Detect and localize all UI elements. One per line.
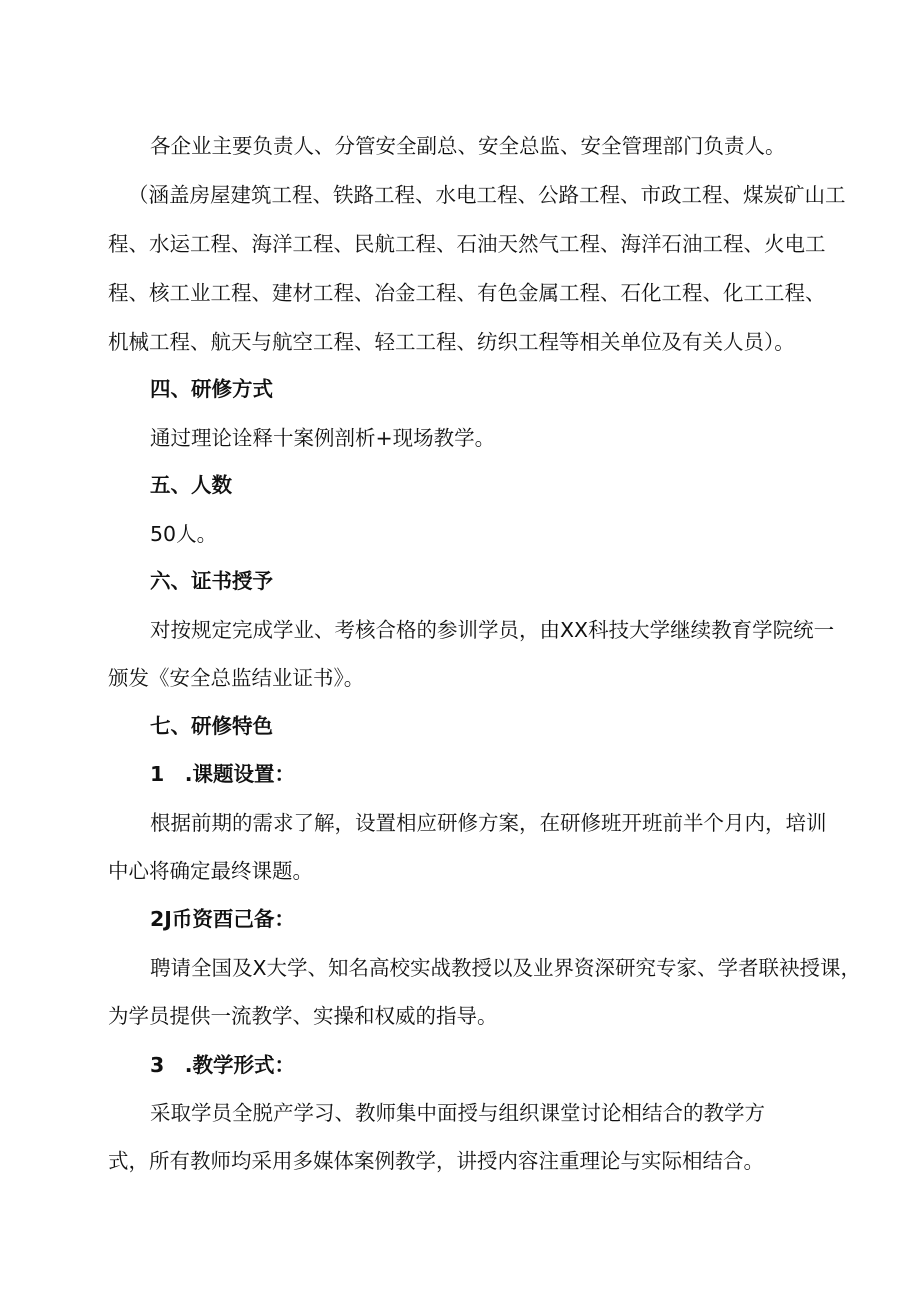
target-audience-line: 各企业主要负责人、分管安全副总、安全总监、安全管理部门负责人。 <box>150 134 786 158</box>
coverage-line-3: 程、核工业工程、建材工程、冶金工程、有色金属工程、石化工程、化工工程、 <box>108 281 826 305</box>
coverage-line-1: （涵盖房屋建筑工程、铁路工程、水电工程、公路工程、市政工程、煤炭矿山工 <box>128 183 846 207</box>
section-heading-certificate: 六、证书授予 <box>150 569 273 593</box>
teaching-format-text-1: 采取学员全脱产学习、教师集中面授与组织课堂讨论相结合的教学方 <box>150 1101 765 1125</box>
section-heading-study-method: 四、研修方式 <box>150 377 273 401</box>
study-method-text: 通过理论诠释十案例剖析+现场教学。 <box>150 426 496 450</box>
course-design-text-1: 根据前期的需求了解，设置相应研修方案，在研修班开班前半个月内，培训 <box>150 811 827 835</box>
subheading-course-design: 1 .课题设置： <box>150 762 296 786</box>
certificate-text-1: 对按规定完成学业、考核合格的参训学员，由XX科技大学继续教育学院统一 <box>150 618 835 642</box>
faculty-text-2: 为学员提供一流教学、实操和权威的指导。 <box>108 1004 498 1028</box>
subheading-faculty: 2J币资酉己备： <box>150 907 295 931</box>
section-heading-features: 七、研修特色 <box>150 714 273 738</box>
section-heading-headcount: 五、人数 <box>150 473 232 497</box>
subheading-teaching-format: 3 .教学形式： <box>150 1053 296 1077</box>
teaching-format-text-2: 式，所有教师均采用多媒体案例教学，讲授内容注重理论与实际相结合。 <box>108 1149 764 1173</box>
course-design-text-2: 中心将确定最终课题。 <box>108 859 313 883</box>
headcount-text: 50人。 <box>150 522 218 546</box>
coverage-line-2: 程、水运工程、海洋工程、民航工程、石油天然气工程、海洋石油工程、火电工 <box>108 232 826 256</box>
coverage-line-4: 机械工程、航天与航空工程、轻工工程、纺织工程等相关单位及有关人员）。 <box>108 330 795 354</box>
faculty-text-1: 聘请全国及X大学、知名高校实战教授以及业界资深研究专家、学者联袂授课， <box>150 956 862 980</box>
certificate-text-2: 颁发《安全总监结业证书》。 <box>108 666 365 690</box>
